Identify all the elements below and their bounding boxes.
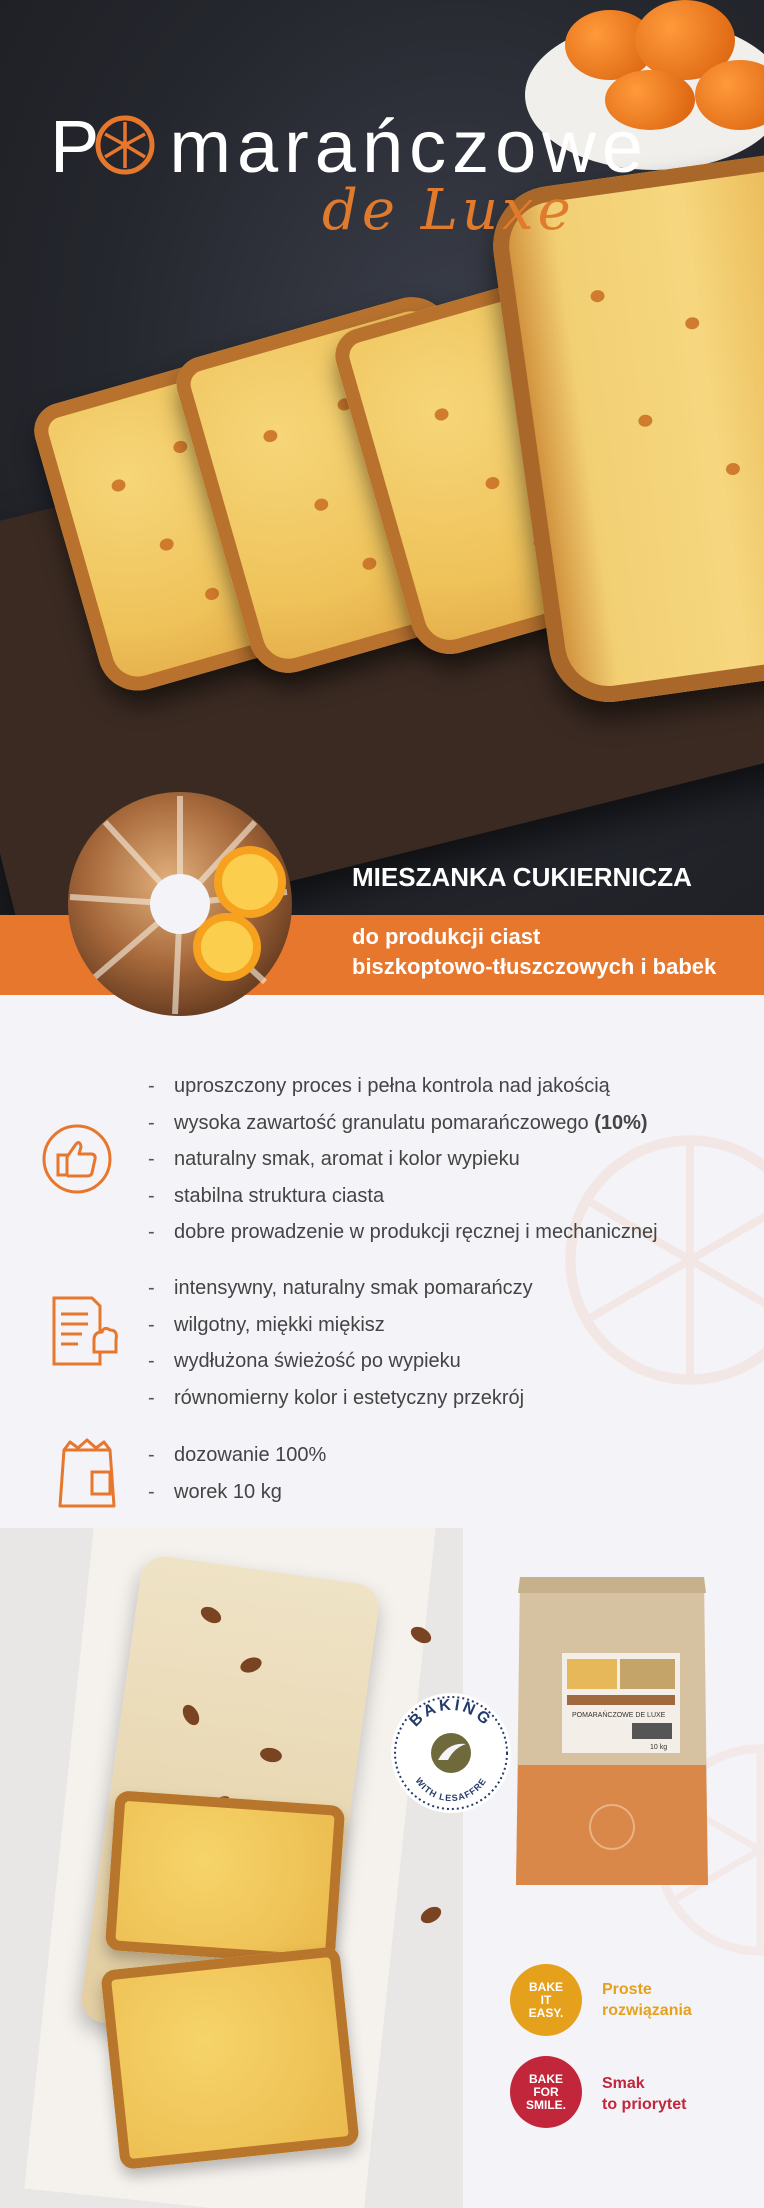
orange-slice-icon <box>94 114 156 176</box>
product-bag-image <box>512 1565 712 1895</box>
cake-photo <box>0 1528 463 2208</box>
list-item-text: wysoka zawartość granulatu pomarańczowego <box>174 1111 589 1134</box>
bag-weight: 10 kg <box>650 1744 668 1751</box>
baking-with-lesaffre-badge <box>388 1690 514 1816</box>
list-item: - naturalny smak, aromat i kolor wypieku <box>148 1141 658 1178</box>
list-item: - równomierny kolor i estetyczny przekrój <box>148 1380 533 1417</box>
cake-slice-5 <box>100 1946 360 2170</box>
bake-it-easy-badge: BAKE IT EASY. <box>510 1964 582 2036</box>
list-item: - intensywny, naturalny smak pomarańczy <box>148 1270 533 1307</box>
banner-line-1: do produkcji ciast <box>352 924 541 949</box>
thumbs-up-icon <box>40 1122 114 1196</box>
list-item-bold: (10%) <box>594 1111 648 1134</box>
title-rest: marańczowe <box>169 105 649 188</box>
product-title <box>50 105 649 243</box>
list-item: - uproszczony proces i pełna kontrola nad jakością <box>148 1068 658 1105</box>
banner-heading: MIESZANKA CUKIERNICZA <box>352 862 692 892</box>
bake-for-smile-badge: BAKE FOR SMILE. <box>510 2056 582 2128</box>
title-first-letter: P <box>50 105 106 188</box>
list-item <box>148 1105 658 1142</box>
badge-top-text: BAKING <box>406 1696 496 1731</box>
list-item: - worek 10 kg <box>148 1474 326 1511</box>
list-item: - wilgotny, miękki miękisz <box>148 1307 533 1344</box>
banner-line-2: biszkoptowo-tłuszczowych i babek <box>352 954 717 979</box>
list-item: - dobre prowadzenie w produkcji ręcznej i mechanicznej <box>148 1214 658 1251</box>
bake-it-easy-label: Proste rozwiązania <box>602 1981 692 2019</box>
cake-slice-4 <box>105 1790 346 1966</box>
flour-sack-icon <box>52 1436 126 1510</box>
list-item: - wydłużona świeżość po wypieku <box>148 1343 533 1380</box>
recipe-card-icon <box>48 1294 122 1368</box>
feature-list-quality <box>148 1068 658 1251</box>
bag-product-name: POMARAŃCZOWE DE LUXE <box>572 1712 666 1719</box>
bundt-cake-image <box>55 772 325 1042</box>
feature-list-taste <box>148 1270 533 1416</box>
feature-list-packaging <box>148 1437 326 1510</box>
list-item: - stabilna struktura ciasta <box>148 1178 658 1215</box>
banner-description <box>352 922 752 982</box>
bake-for-smile-label: Smak to priorytet <box>602 2075 687 2113</box>
list-item: - dozowanie 100% <box>148 1437 326 1474</box>
product-subtitle: de Luxe <box>322 178 575 243</box>
badge-bottom-text: WITH LESAFFRE <box>413 1775 489 1804</box>
